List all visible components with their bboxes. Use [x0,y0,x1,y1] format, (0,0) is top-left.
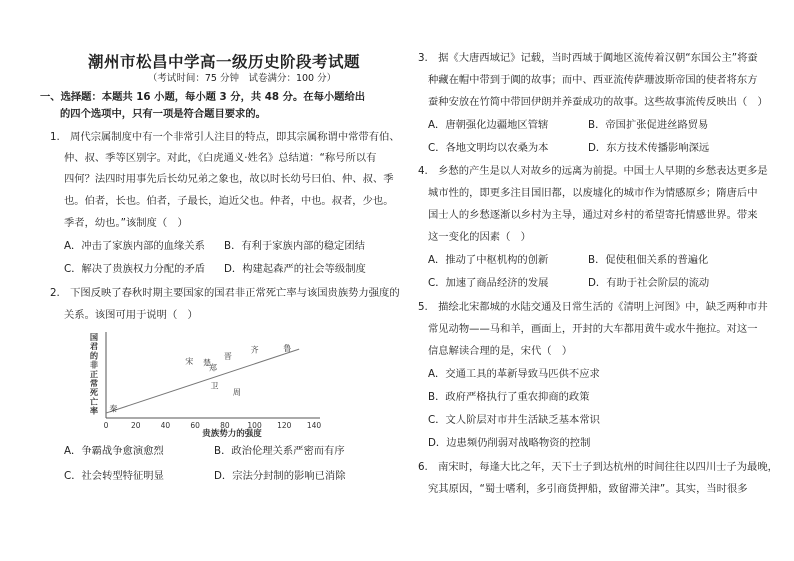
q4-stem-line: 城市性的，即更多注目国旧都，以废墟化的城市作为情感原乡；隋唐后中 [428,187,758,199]
q1-option-d[interactable]: D．构建起森严的社会等级制度 [224,263,366,275]
q5-option-c[interactable]: C．文人阶层对市井生活缺乏基本常识 [428,414,600,426]
y-axis-label-char: 率 [89,405,99,416]
data-point-label: 卫 [210,381,219,391]
y-axis-label-char: 的 [89,350,99,361]
q1-stem-line: 四何？法四时用事先后长幼兄弟之象也，故以时长幼号曰伯、仲、叔、季 [64,173,394,185]
q2-option-a[interactable]: A．争霸战争愈演愈烈 [64,445,164,457]
q5-stem-line: 常见动物——马和羊，画面上，开封的大车都用黄牛或水牛拖拉。对这一 [428,323,758,335]
q3-stem-line: 蚕种安放在竹简中带回伊朗并养蚕成功的故事。这些故事流传反映出（ ） [428,96,768,108]
y-axis-label-char: 死 [89,387,99,398]
x-tick-label: 80 [220,421,230,430]
q5-stem-line: 信息解读合理的是，宋代（ ） [428,345,573,357]
q4-option-d[interactable]: D．有助于社会阶层的流动 [588,277,710,289]
q2-stem-line: 关系。该图可用于说明（ ） [64,309,198,321]
y-axis-label [90,332,99,416]
x-tick-label: 60 [190,421,200,430]
section-heading-line1: 一、选择题：本题共 16 小题，每小题 3 分，共 48 分。在每小题给出 [40,91,366,103]
data-point-label: 晋 [223,351,232,361]
q5-stem-line: 5. 描绘北宋都城的水陆交通及日常生活的《清明上河图》中，缺乏两种市井 [418,301,768,313]
q3-option-d[interactable]: D．东方技术传播影响深远 [588,142,710,154]
q2-option-c[interactable]: C．社会转型特征明显 [64,470,164,482]
q1-option-a[interactable]: A．冲击了家族内部的血缘关系 [64,240,205,252]
q1-stem-line: 也。伯者，长也。伯者，子最长，迫近父也。仲者，中也。叔者，少也。 [64,195,394,207]
data-point-label: 楚 [203,358,212,368]
data-point-label: 鲁 [283,343,292,353]
q2-chart [64,330,334,440]
q4-stem-line: 4. 乡愁的产生是以人对故乡的远离为前提。中国士人早期的乡愁表达更多是 [418,165,768,177]
x-tick-label: 100 [247,421,262,430]
q4-option-b[interactable]: B．促使租佃关系的普遍化 [588,254,709,266]
q3-option-b[interactable]: B．帝国扩张促进丝路贸易 [588,119,709,131]
q1-option-c[interactable]: C．解决了贵族权力分配的矛盾 [64,263,206,275]
x-tick-label: 120 [277,421,292,430]
q2-stem-line: 2. 下图反映了春秋时期主要国家的国君非正常死亡率与该国贵族势力强度的 [50,287,400,299]
q6-stem-line: 究其原因，“蜀士嗜利，多引商货押船，致留滞关津”。其实，当时很多 [428,483,748,495]
y-axis-label-char: 亡 [89,396,99,407]
y-axis-label-char: 常 [89,378,99,388]
q1-stem-line: 1. 周代宗属制度中有一个非常引人注目的特点，即其宗属称谓中常带有伯、 [50,131,400,143]
q6-stem-line: 6. 南宋时，每逢大比之年，天下士子到达杭州的时间往往以四川士子为最晚， [418,461,778,473]
q5-option-a[interactable]: A．交通工具的革新导致马匹供不应求 [428,368,600,380]
data-point-label: 郑 [208,363,217,373]
section-heading-line2: 的四个选项中，只有一项是符合题目要求的。 [60,108,266,120]
q5-option-d[interactable]: D．边患频仍削弱对战略物资的控制 [428,437,591,449]
y-axis-label-char: 正 [89,368,99,379]
q3-option-c[interactable]: C．各地文明均以农桑为本 [428,142,549,154]
data-point-label: 齐 [250,345,259,355]
x-tick-label: 40 [160,421,171,430]
data-point-label: 秦 [109,404,118,414]
exam-title: 潮州市松昌中学高一级历史阶段考试题 [88,53,361,71]
q3-option-a[interactable]: A．唐朝强化边疆地区管辖 [428,119,549,131]
q1-option-b[interactable]: B．有利于家族内部的稳定团结 [224,240,365,252]
scatter-chart [64,330,334,440]
x-tick-label: 140 [306,421,322,430]
q4-stem-line: 这一变化的因素（ ） [428,231,531,243]
q4-option-c[interactable]: C．加速了商品经济的发展 [428,277,549,289]
x-axis-label: 贵族势力的强度 [202,429,262,439]
q3-stem-line: 种藏在帽中带到于阗的故事；而中、西亚流传萨珊波斯帝国的使者将东方 [428,74,758,86]
x-tick-label: 0 [103,421,109,430]
left-column [40,0,400,561]
q1-stem-line: 季者，幼也。”该制度（ ） [64,217,188,229]
q4-stem-line: 国士人的乡愁逐渐以乡村为主导，通过对乡村的希望寄托情感世界。带来 [428,209,758,221]
y-axis-label-char: 君 [89,341,99,352]
right-column [418,0,778,561]
q5-option-b[interactable]: B．政府严格执行了重农抑商的政策 [428,391,590,403]
q4-option-a[interactable]: A．推动了中枢机构的创新 [428,254,549,266]
y-axis-label-char: 非 [89,359,99,370]
exam-subtitle: （考试时间：75 分钟 试卷满分：100 分） [147,73,337,84]
q2-option-b[interactable]: B．政治伦理关系严密而有序 [214,445,345,457]
data-point-label: 周 [232,388,241,398]
data-point-label: 宋 [185,356,194,366]
q3-stem-line: 3. 据《大唐西域记》记载，当时西域于阗地区流传着汉朝“东国公主”将蚕 [418,52,758,64]
q1-stem-line: 仲、叔、季等区别字。对此，《白虎通义·姓名》总结道：“称号所以有 [64,152,377,164]
y-axis-label-char: 国 [89,332,99,342]
x-tick-label: 20 [130,421,141,430]
q2-option-d[interactable]: D．宗法分封制的影响已消除 [214,470,346,482]
